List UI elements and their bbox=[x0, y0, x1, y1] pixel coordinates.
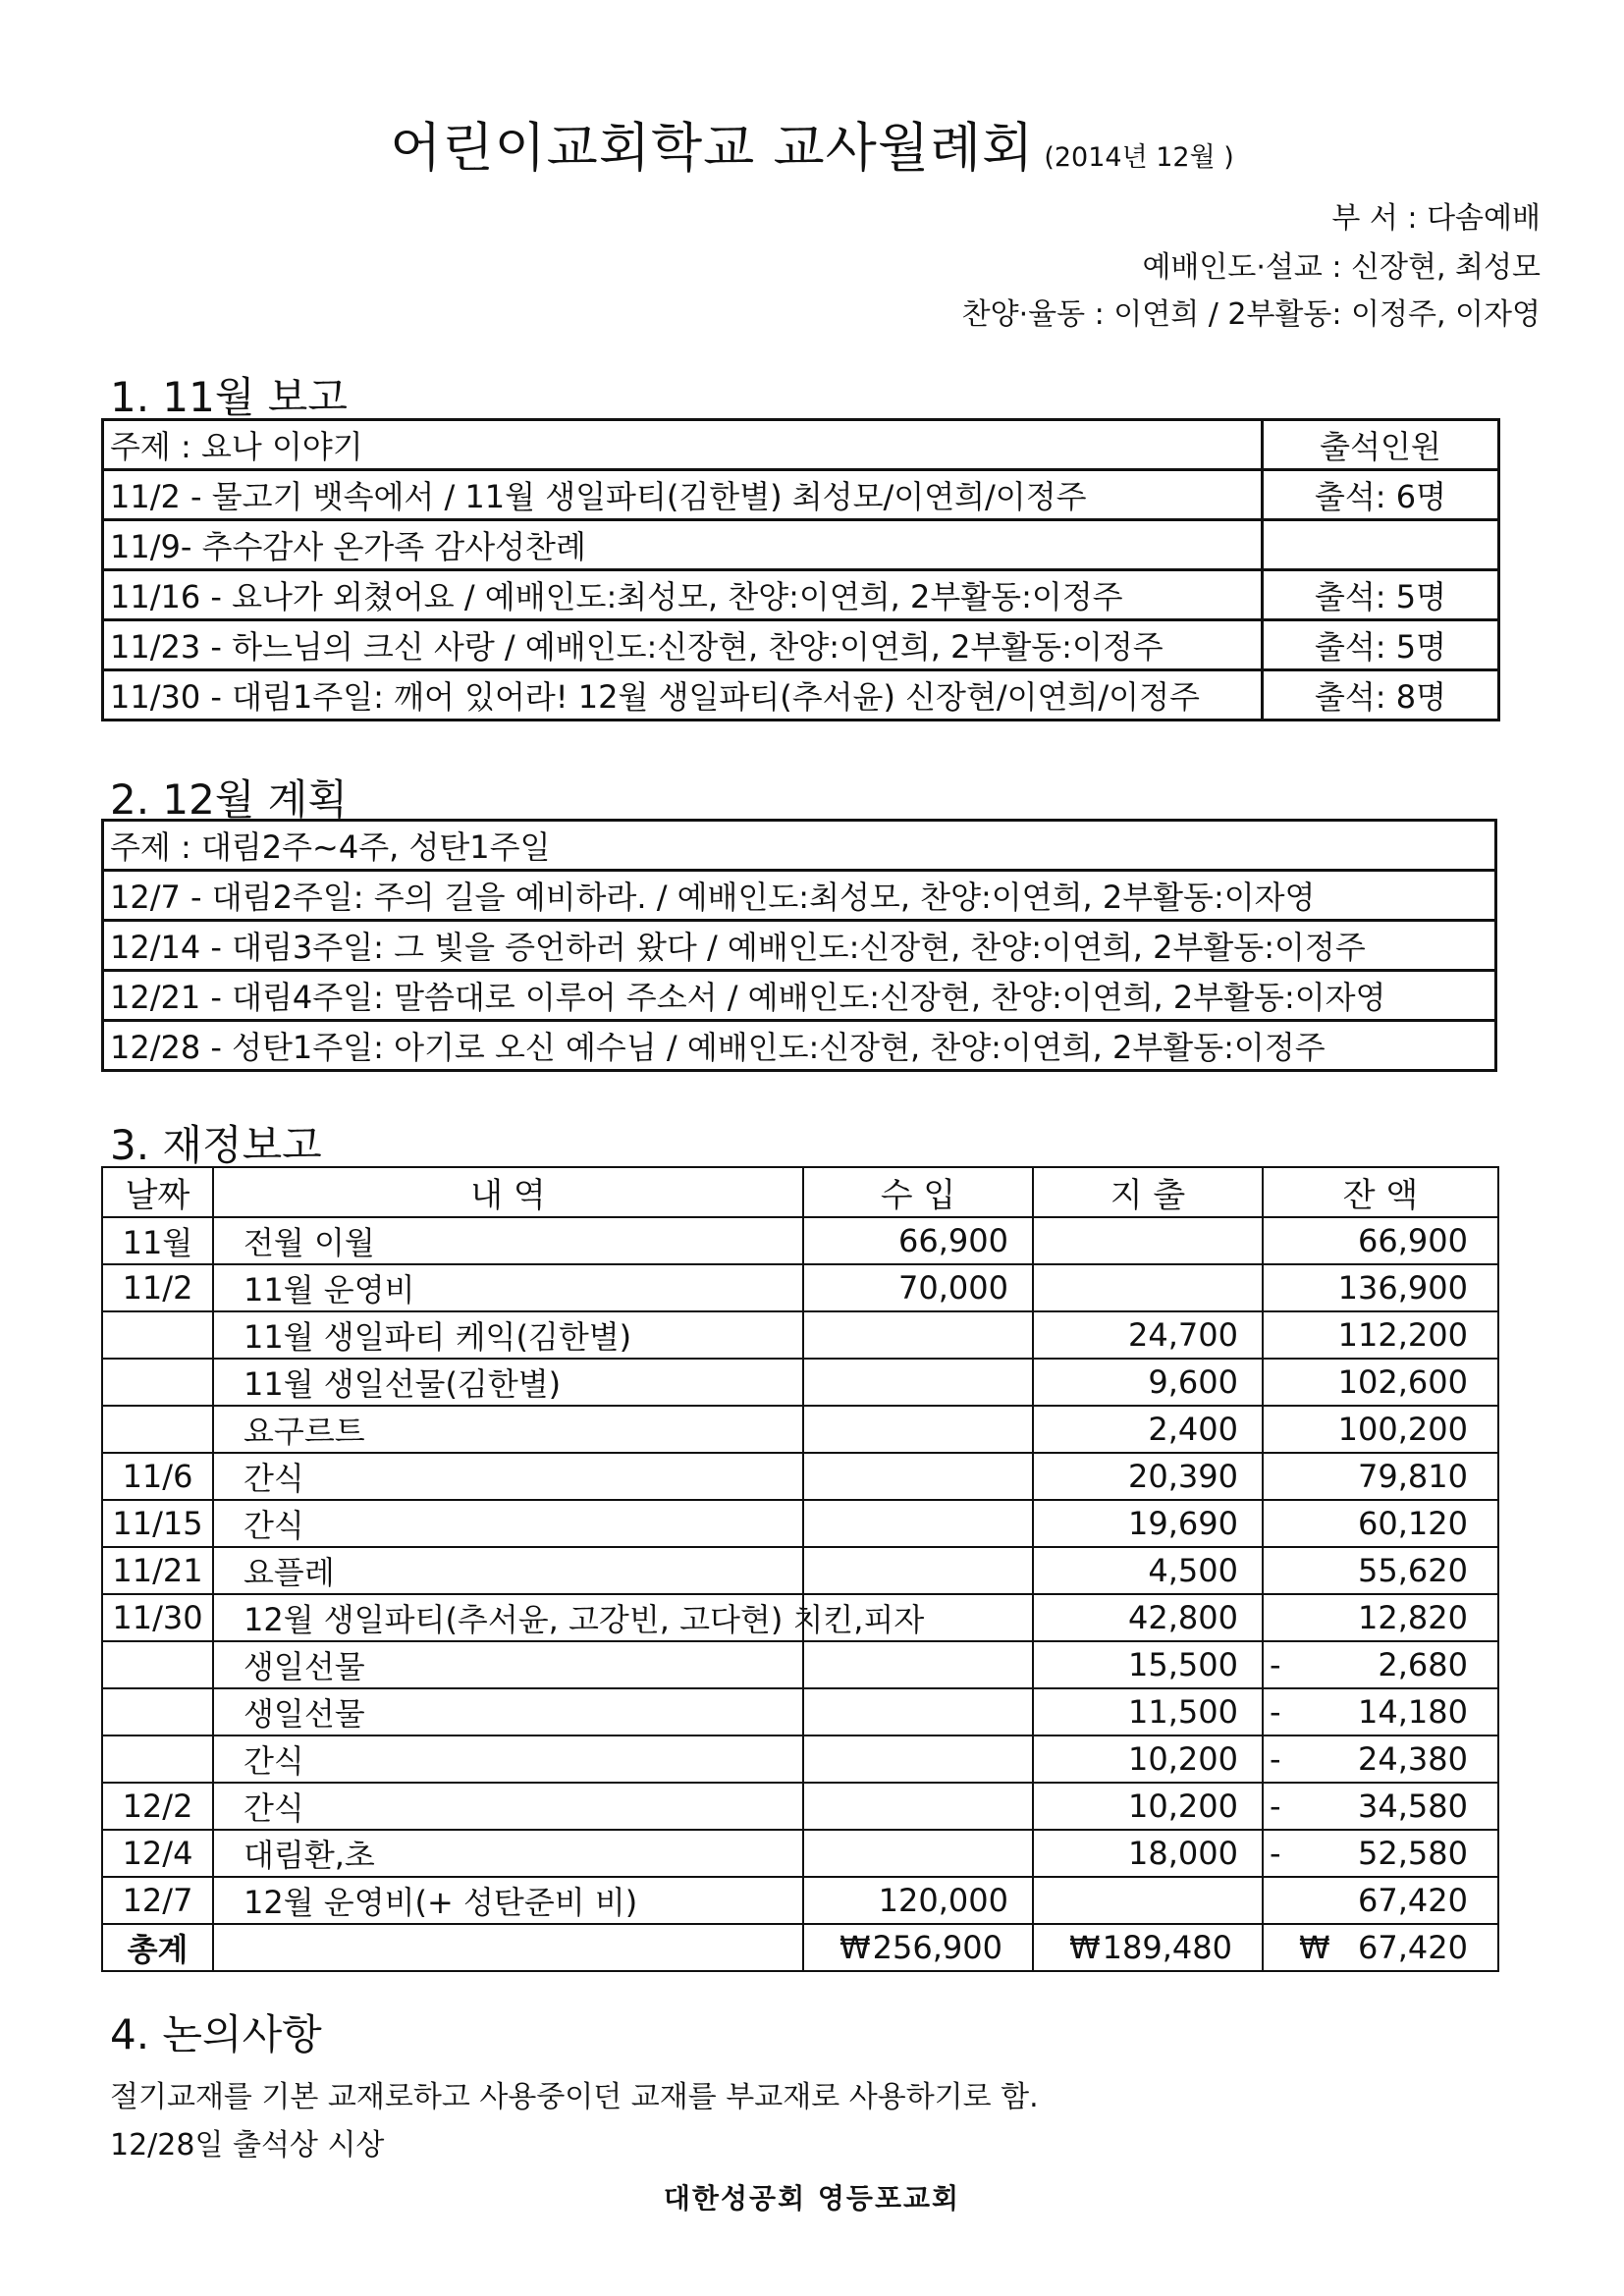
plan-topic: 주제 : 대림2주~4주, 성탄1주일 bbox=[103, 821, 1496, 871]
item-cell: 간식 bbox=[213, 1783, 803, 1830]
table-row bbox=[102, 1688, 1498, 1735]
balance-cell bbox=[1263, 1830, 1498, 1877]
table-row bbox=[102, 1217, 1498, 1264]
table-row bbox=[103, 470, 1499, 520]
total-income bbox=[803, 1924, 1033, 1971]
item-cell: 전월 이월 bbox=[213, 1217, 803, 1264]
expense-cell: 10,200 bbox=[1033, 1783, 1263, 1830]
title-date: (2014년 12월 ) bbox=[1044, 142, 1234, 173]
balance-cell bbox=[1263, 1735, 1498, 1783]
expense-cell: 2,400 bbox=[1033, 1406, 1263, 1453]
table-row bbox=[102, 1641, 1498, 1688]
expense-cell: 18,000 bbox=[1033, 1830, 1263, 1877]
item-cell: 11월 운영비 bbox=[213, 1264, 803, 1311]
table-row bbox=[103, 620, 1499, 670]
total-label: 총계 bbox=[102, 1924, 213, 1971]
expense-cell bbox=[1033, 1264, 1263, 1311]
report-attendance: 출석: 5명 bbox=[1263, 570, 1499, 620]
table-row bbox=[102, 1877, 1498, 1924]
table-row bbox=[102, 1359, 1498, 1406]
title-main: 어린이교회학교 교사월례회 bbox=[390, 117, 1035, 179]
minus-sign: - bbox=[1270, 1646, 1281, 1683]
total-expense-value: 189,480 bbox=[1102, 1929, 1232, 1966]
income-cell bbox=[803, 1500, 1033, 1547]
col-item: 내 역 bbox=[213, 1167, 803, 1217]
date-cell bbox=[102, 1359, 213, 1406]
col-date: 날짜 bbox=[102, 1167, 213, 1217]
december-plan-table bbox=[101, 819, 1497, 1072]
table-row bbox=[102, 1311, 1498, 1359]
report-attendance: 출석: 5명 bbox=[1263, 620, 1499, 670]
balance-value: 55,620 bbox=[1358, 1552, 1468, 1589]
balance-value: 136,900 bbox=[1337, 1269, 1468, 1307]
date-cell bbox=[102, 1735, 213, 1783]
balance-value: 67,420 bbox=[1358, 1882, 1468, 1919]
report-text: 11/30 - 대림1주일: 깨어 있어라! 12월 생일파티(추서윤) 신장현/이연희/이정주 bbox=[103, 670, 1263, 721]
expense-cell: 10,200 bbox=[1033, 1735, 1263, 1783]
balance-value: 102,600 bbox=[1337, 1363, 1468, 1401]
balance-cell bbox=[1263, 1688, 1498, 1735]
item-cell: 생일선물 bbox=[213, 1641, 803, 1688]
date-cell bbox=[102, 1406, 213, 1453]
table-row bbox=[103, 420, 1499, 470]
income-cell bbox=[803, 1359, 1033, 1406]
table-row bbox=[102, 1594, 1498, 1641]
date-cell bbox=[102, 1641, 213, 1688]
table-row bbox=[102, 1264, 1498, 1311]
report-text: 11/23 - 하느님의 크신 사랑 / 예배인도:신장현, 찬양:이연희, 2부활동:이정주 bbox=[103, 620, 1263, 670]
discussion-line: 12/28일 출석상 시상 bbox=[110, 2128, 385, 2163]
table-row bbox=[103, 971, 1496, 1021]
total-balance-value: 67,420 bbox=[1358, 1929, 1468, 1966]
minus-sign: - bbox=[1270, 1740, 1281, 1778]
date-cell: 12/4 bbox=[102, 1830, 213, 1877]
income-cell: 70,000 bbox=[803, 1264, 1033, 1311]
table-row bbox=[103, 821, 1496, 871]
total-balance bbox=[1263, 1924, 1498, 1971]
balance-cell bbox=[1263, 1877, 1498, 1924]
balance-value: 66,900 bbox=[1358, 1222, 1468, 1259]
date-cell: 11/15 bbox=[102, 1500, 213, 1547]
balance-value: 24,380 bbox=[1358, 1740, 1468, 1778]
expense-cell bbox=[1033, 1217, 1263, 1264]
item-cell: 요구르트 bbox=[213, 1406, 803, 1453]
report-text: 11/16 - 요나가 외쳤어요 / 예배인도:최성모, 찬양:이연희, 2부활동:이정주 bbox=[103, 570, 1263, 620]
meta-music: 찬양·율동 : 이연희 / 2부활동: 이정주, 이자영 bbox=[961, 297, 1541, 332]
table-row bbox=[102, 1500, 1498, 1547]
balance-value: 60,120 bbox=[1358, 1505, 1468, 1542]
table-row bbox=[102, 1830, 1498, 1877]
meta-worship: 예배인도·설교 : 신장현, 최성모 bbox=[1142, 250, 1541, 285]
table-row bbox=[103, 1021, 1496, 1071]
table-row bbox=[102, 1735, 1498, 1783]
item-cell: 요플레 bbox=[213, 1547, 803, 1594]
table-row bbox=[103, 570, 1499, 620]
income-cell bbox=[803, 1406, 1033, 1453]
income-cell bbox=[803, 1688, 1033, 1735]
balance-cell bbox=[1263, 1453, 1498, 1500]
section2-title: 2. 12월 계획 bbox=[110, 775, 348, 824]
income-cell bbox=[803, 1641, 1033, 1688]
col-expense: 지 출 bbox=[1033, 1167, 1263, 1217]
table-row bbox=[102, 1406, 1498, 1453]
balance-cell bbox=[1263, 1500, 1498, 1547]
section3-title: 3. 재정보고 bbox=[110, 1121, 322, 1169]
balance-cell bbox=[1263, 1217, 1498, 1264]
balance-value: 12,820 bbox=[1358, 1599, 1468, 1636]
total-income-value: 256,900 bbox=[872, 1929, 1002, 1966]
balance-cell bbox=[1263, 1406, 1498, 1453]
expense-cell: 42,800 bbox=[1033, 1594, 1263, 1641]
table-row bbox=[103, 871, 1496, 921]
total-expense bbox=[1033, 1924, 1263, 1971]
balance-cell bbox=[1263, 1594, 1498, 1641]
item-cell: 11월 생일파티 케익(김한별) bbox=[213, 1311, 803, 1359]
church-name: 대한성공회 영등포교회 bbox=[663, 2182, 961, 2215]
expense-cell: 24,700 bbox=[1033, 1311, 1263, 1359]
minus-sign: - bbox=[1270, 1788, 1281, 1825]
item-cell: 대림환,초 bbox=[213, 1830, 803, 1877]
table-row bbox=[102, 1453, 1498, 1500]
meta-dept: 부 서 : 다솜예배 bbox=[1331, 201, 1541, 236]
item-cell: 간식 bbox=[213, 1453, 803, 1500]
expense-cell: 20,390 bbox=[1033, 1453, 1263, 1500]
date-cell: 12/7 bbox=[102, 1877, 213, 1924]
plan-row: 12/7 - 대림2주일: 주의 길을 예비하라. / 예배인도:최성모, 찬양:이연희, 2부활동:이자영 bbox=[103, 871, 1496, 921]
topic-cell: 주제 : 요나 이야기 bbox=[103, 420, 1263, 470]
minus-sign: - bbox=[1270, 1835, 1281, 1872]
balance-value: 2,680 bbox=[1378, 1646, 1468, 1683]
discussion-line: 절기교재를 기본 교재로하고 사용중이던 교재를 부교재로 사용하기로 함. bbox=[110, 2080, 1039, 2114]
col-income: 수 입 bbox=[803, 1167, 1033, 1217]
date-cell bbox=[102, 1311, 213, 1359]
item-cell: 11월 생일선물(김한별) bbox=[213, 1359, 803, 1406]
plan-row: 12/28 - 성탄1주일: 아기로 오신 예수님 / 예배인도:신장현, 찬양:이연희, 2부활동:이정주 bbox=[103, 1021, 1496, 1071]
won-sign: ₩ bbox=[1069, 1929, 1101, 1966]
balance-cell bbox=[1263, 1641, 1498, 1688]
total-row bbox=[102, 1924, 1498, 1971]
report-attendance bbox=[1263, 520, 1499, 570]
report-text: 11/2 - 물고기 뱃속에서 / 11월 생일파티(김한별) 최성모/이연희/이정주 bbox=[103, 470, 1263, 520]
balance-cell bbox=[1263, 1547, 1498, 1594]
balance-value: 34,580 bbox=[1358, 1788, 1468, 1825]
section4-title: 4. 논의사항 bbox=[110, 2010, 322, 2058]
item-cell: 간식 bbox=[213, 1735, 803, 1783]
date-cell: 11/21 bbox=[102, 1547, 213, 1594]
balance-value: 112,200 bbox=[1337, 1316, 1468, 1354]
balance-cell bbox=[1263, 1264, 1498, 1311]
income-cell bbox=[803, 1783, 1033, 1830]
item-cell: 생일선물 bbox=[213, 1688, 803, 1735]
expense-cell bbox=[1033, 1877, 1263, 1924]
november-report-table bbox=[101, 418, 1500, 721]
date-cell: 12/2 bbox=[102, 1783, 213, 1830]
table-header-row bbox=[102, 1167, 1498, 1217]
balance-cell bbox=[1263, 1783, 1498, 1830]
date-cell: 11/6 bbox=[102, 1453, 213, 1500]
minus-sign: - bbox=[1270, 1693, 1281, 1731]
document-title bbox=[0, 106, 1624, 182]
section1-title: 1. 11월 보고 bbox=[110, 373, 348, 421]
plan-row: 12/21 - 대림4주일: 말씀대로 이루어 주소서 / 예배인도:신장현, 찬양:이연희, 2부활동:이자영 bbox=[103, 971, 1496, 1021]
date-cell bbox=[102, 1688, 213, 1735]
won-sign: ₩ bbox=[1299, 1929, 1330, 1966]
balance-value: 79,810 bbox=[1358, 1458, 1468, 1495]
item-cell: 12월 운영비(+ 성탄준비 비) bbox=[213, 1877, 803, 1924]
attendance-header: 출석인원 bbox=[1263, 420, 1499, 470]
expense-cell: 11,500 bbox=[1033, 1688, 1263, 1735]
income-cell: 120,000 bbox=[803, 1877, 1033, 1924]
income-cell bbox=[803, 1453, 1033, 1500]
balance-value: 52,580 bbox=[1358, 1835, 1468, 1872]
table-row bbox=[102, 1547, 1498, 1594]
report-text: 11/9- 추수감사 온가족 감사성찬례 bbox=[103, 520, 1263, 570]
table-row bbox=[103, 921, 1496, 971]
expense-cell: 15,500 bbox=[1033, 1641, 1263, 1688]
income-cell bbox=[803, 1735, 1033, 1783]
item-cell: 12월 생일파티(추서윤, 고강빈, 고다현) 치킨,피자 bbox=[213, 1594, 803, 1641]
report-attendance: 출석: 6명 bbox=[1263, 470, 1499, 520]
expense-cell: 9,600 bbox=[1033, 1359, 1263, 1406]
won-sign: ₩ bbox=[839, 1929, 871, 1966]
table-row bbox=[103, 520, 1499, 570]
plan-row: 12/14 - 대림3주일: 그 빛을 증언하러 왔다 / 예배인도:신장현, 찬양:이연희, 2부활동:이정주 bbox=[103, 921, 1496, 971]
finance-table bbox=[101, 1166, 1499, 1972]
expense-cell: 19,690 bbox=[1033, 1500, 1263, 1547]
table-row bbox=[102, 1783, 1498, 1830]
balance-value: 14,180 bbox=[1358, 1693, 1468, 1731]
income-cell bbox=[803, 1547, 1033, 1594]
expense-cell: 4,500 bbox=[1033, 1547, 1263, 1594]
date-cell: 11월 bbox=[102, 1217, 213, 1264]
date-cell: 11/30 bbox=[102, 1594, 213, 1641]
balance-cell bbox=[1263, 1359, 1498, 1406]
total-item bbox=[213, 1924, 803, 1971]
income-cell bbox=[803, 1830, 1033, 1877]
report-attendance: 출석: 8명 bbox=[1263, 670, 1499, 721]
income-cell bbox=[803, 1311, 1033, 1359]
date-cell: 11/2 bbox=[102, 1264, 213, 1311]
balance-value: 100,200 bbox=[1337, 1411, 1468, 1448]
income-cell: 66,900 bbox=[803, 1217, 1033, 1264]
table-row bbox=[103, 670, 1499, 721]
item-cell: 간식 bbox=[213, 1500, 803, 1547]
balance-cell bbox=[1263, 1311, 1498, 1359]
col-balance: 잔 액 bbox=[1263, 1167, 1498, 1217]
